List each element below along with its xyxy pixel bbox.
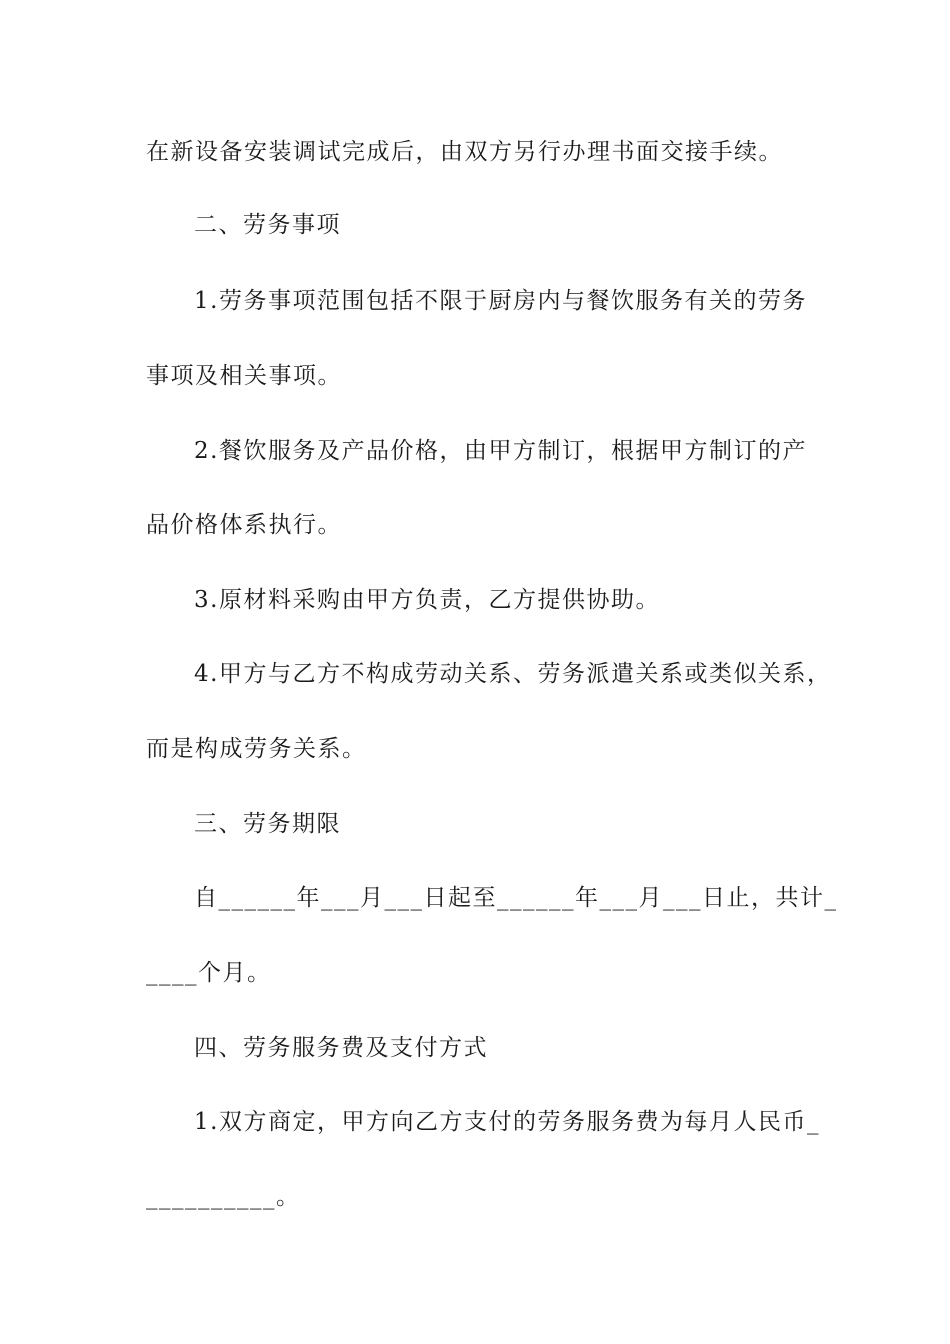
- section-heading-fee-payment: 四、劳务服务费及支付方式: [194, 1035, 488, 1061]
- fee-clause-1-line-2: __________。: [146, 1184, 301, 1210]
- paragraph-handover-continuation: 在新设备安装调试完成后，由双方另行办理书面交接手续。: [146, 139, 783, 165]
- clause-4-line-1: 4.甲方与乙方不构成劳动关系、劳务派遣关系或类似关系，: [194, 661, 832, 687]
- section-heading-labor-matters: 二、劳务事项: [194, 212, 341, 238]
- term-dates-line-2: ____个月。: [146, 960, 272, 986]
- clause-1-line-1: 1.劳务事项范围包括不限于厨房内与餐饮服务有关的劳务: [194, 288, 807, 314]
- term-dates-line-1: 自______年___月___日起至______年___月___日止，共计_: [194, 885, 838, 911]
- clause-3-line-1: 3.原材料采购由甲方负责，乙方提供协助。: [194, 587, 660, 613]
- fee-clause-1-line-1: 1.双方商定，甲方向乙方支付的劳务服务费为每月人民币_: [194, 1109, 820, 1135]
- section-heading-labor-term: 三、劳务期限: [194, 811, 341, 837]
- clause-1-line-2: 事项及相关事项。: [146, 363, 342, 389]
- clause-4-line-2: 而是构成劳务关系。: [146, 736, 367, 762]
- clause-2-line-1: 2.餐饮服务及产品价格，由甲方制订，根据甲方制订的产: [194, 438, 807, 464]
- clause-2-line-2: 品价格体系执行。: [146, 512, 342, 538]
